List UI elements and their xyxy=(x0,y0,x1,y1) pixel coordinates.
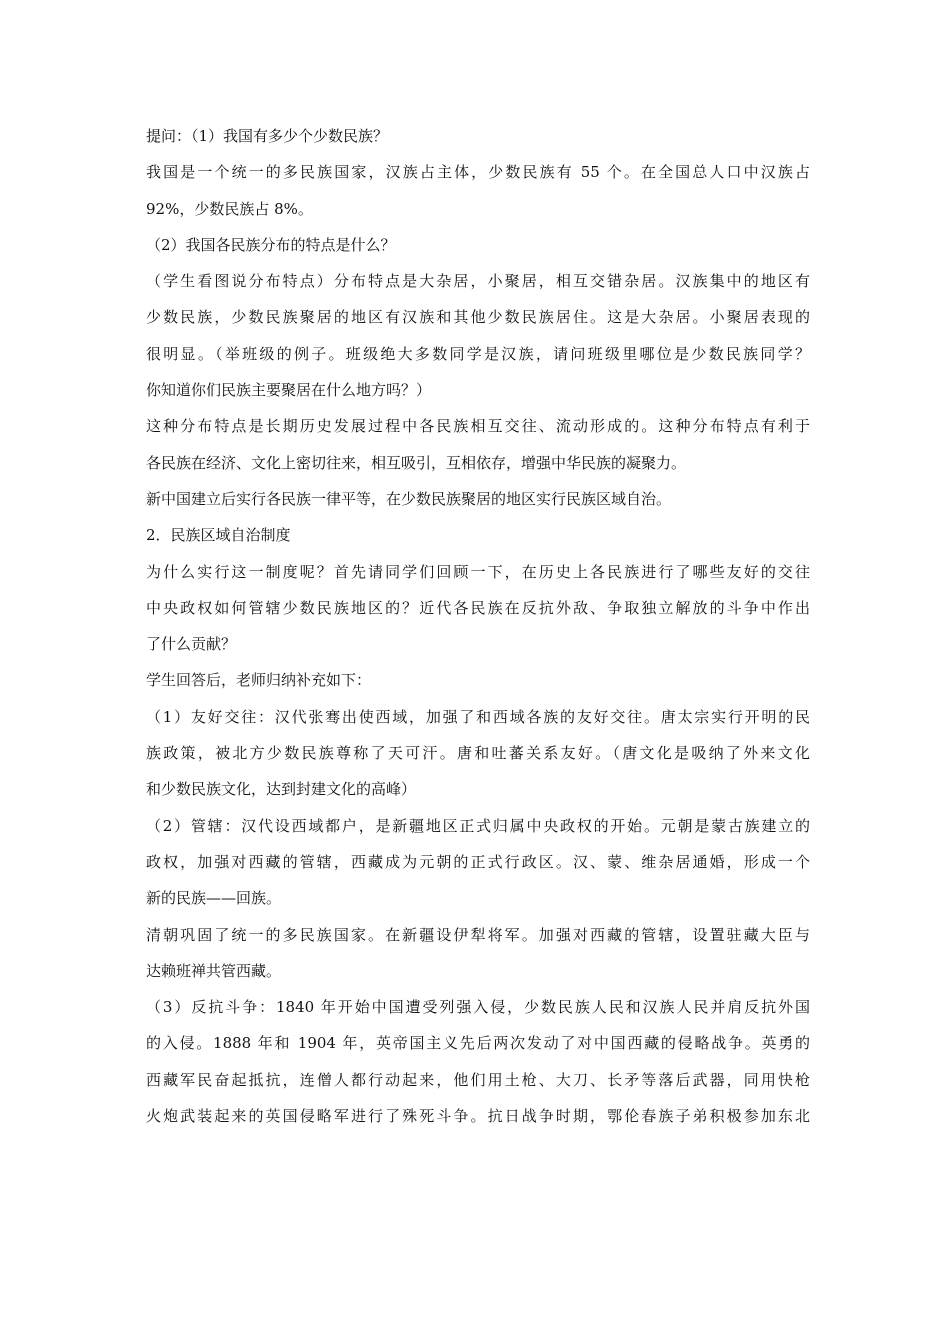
paragraph-line: 92%，少数民族占 8%。 xyxy=(146,199,313,218)
paragraph-line: 各民族在经济、文化上密切往来，相互吸引，互相依存，增强中华民族的凝聚力。 xyxy=(146,453,687,472)
paragraph-line: 这种分布特点是长期历史发展过程中各民族相互交往、流动形成的。这种分布特点有利于 xyxy=(146,417,810,436)
paragraph-line: 达赖班禅共管西藏。 xyxy=(146,961,282,980)
paragraph-line: （3）反抗斗争：1840 年开始中国遭受列强入侵，少数民族人民和汉族人民并肩反抗外国 xyxy=(146,998,810,1017)
paragraph-line: 清朝巩固了统一的多民族国家。在新疆设伊犁将军。加强对西藏的管辖，设置驻藏大臣与 xyxy=(146,925,810,944)
question-heading-2: （2）我国各民族分布的特点是什么？ xyxy=(146,235,396,254)
paragraph-line: 很明显。（举班级的例子。班级绝大多数同学是汉族，请问班级里哪位是少数民族同学？ xyxy=(146,344,810,363)
paragraph-line: （1）友好交往：汉代张骞出使西域，加强了和西域各族的友好交往。唐太宗实行开明的民 xyxy=(146,707,810,726)
paragraph-line: 新中国建立后实行各民族一律平等，在少数民族聚居的地区实行民族区域自治。 xyxy=(146,489,672,508)
paragraph-line: （学生看图说分布特点）分布特点是大杂居，小聚居，相互交错杂居。汉族集中的地区有 xyxy=(146,272,810,291)
document-body xyxy=(146,118,810,1134)
question-heading-1: 提问：（1）我国有多少个少数民族？ xyxy=(146,127,389,145)
paragraph-line: 中央政权如何管辖少数民族地区的？近代各民族在反抗外敌、争取独立解放的斗争中作出 xyxy=(146,598,810,617)
paragraph-line: 政权，加强对西藏的管辖，西藏成为元朝的正式行政区。汉、蒙、维杂居通婚，形成一个 xyxy=(146,852,810,871)
paragraph-line: 族政策，被北方少数民族尊称了天可汗。唐和吐蕃关系友好。（唐文化是吸纳了外来文化 xyxy=(146,744,810,763)
paragraph-line: 新的民族——回族。 xyxy=(146,889,282,908)
paragraph-line: 我国是一个统一的多民族国家，汉族占主体，少数民族有 55 个。在全国总人口中汉族占 xyxy=(146,163,810,182)
paragraph-line: 了什么贡献？ xyxy=(146,635,237,654)
paragraph-line: 的入侵。1888 年和 1904 年，英帝国主义先后两次发动了对中国西藏的侵略战争。英勇的 xyxy=(146,1034,810,1053)
paragraph-line: 和少数民族文化，达到封建文化的高峰） xyxy=(146,780,417,799)
paragraph-line: 少数民族，少数民族聚居的地区有汉族和其他少数民族居住。这是大杂居。小聚居表现的 xyxy=(146,308,810,327)
paragraph-line: （2）管辖：汉代设西域都户，是新疆地区正式归属中央政权的开始。元朝是蒙古族建立的 xyxy=(146,816,810,835)
paragraph-line: 你知道你们民族主要聚居在什么地方吗？） xyxy=(146,381,432,400)
paragraph-line: 火炮武装起来的英国侵略军进行了殊死斗争。抗日战争时期，鄂伦春族子弟积极参加东北 xyxy=(146,1107,810,1126)
paragraph-line: 学生回答后，老师归纳补充如下： xyxy=(146,671,372,690)
section-heading: 2．民族区域自治制度 xyxy=(146,526,291,545)
paragraph-line: 为什么实行这一制度呢？首先请同学们回顾一下，在历史上各民族进行了哪些友好的交往 xyxy=(146,562,810,581)
paragraph-line: 西藏军民奋起抵抗，连僧人都行动起来，他们用土枪、大刀、长矛等落后武器，同用快枪 xyxy=(146,1070,810,1089)
